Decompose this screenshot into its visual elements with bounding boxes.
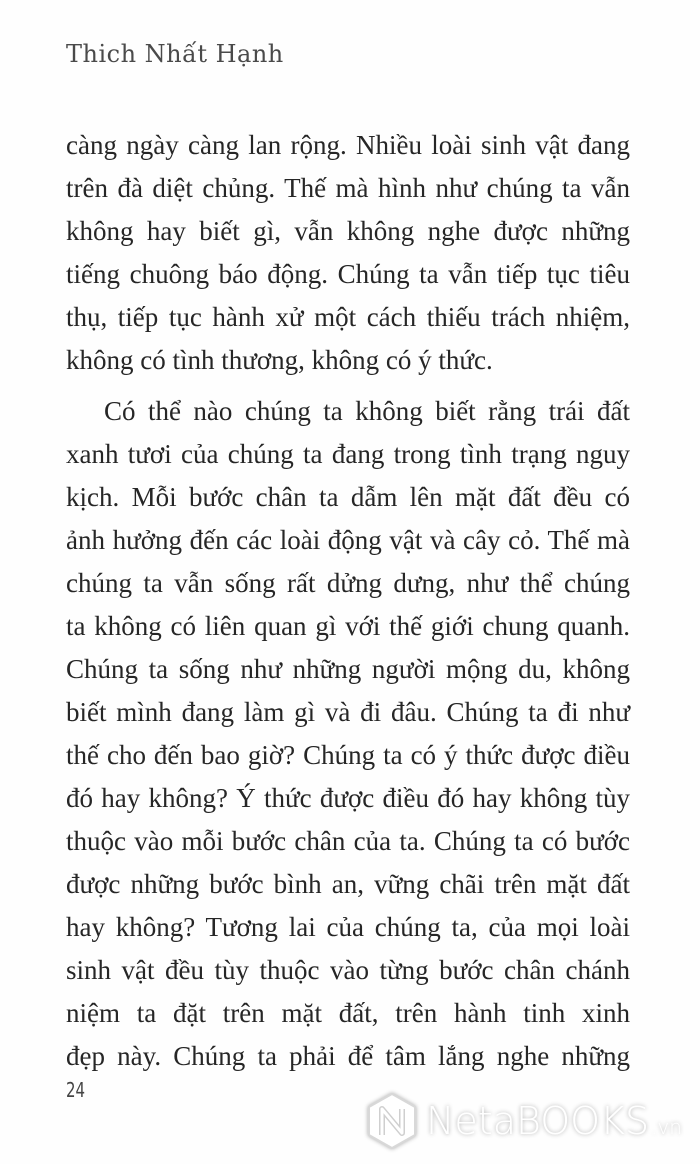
text-line: biết mình đang làm gì và đi đâu. Chúng ta đi như: [66, 697, 630, 727]
body-text: [66, 124, 630, 1078]
text-line: được những bước bình an, vững chãi trên mặt đất: [66, 869, 630, 899]
text-line: Chúng ta sống như những người mộng du, không: [66, 654, 630, 684]
text-line: thế cho đến bao giờ? Chúng ta có ý thức được điều: [66, 740, 630, 770]
text-line: trên đà diệt chủng. Thế mà hình như chúng ta vẫn: [66, 173, 630, 203]
text-line: thụ, tiếp tục hành xử một cách thiếu trách nhiệm,: [66, 302, 630, 332]
text-line: sinh vật đều tùy thuộc vào từng bước chân chánh: [66, 955, 630, 985]
text-line: không hay biết gì, vẫn không nghe được những: [66, 216, 630, 246]
text-line: hay không? Tương lai của chúng ta, của mọi loài: [66, 912, 630, 942]
text-line: ảnh hưởng đến các loài động vật và cây cỏ. Thế mà: [66, 525, 630, 555]
text-line: Có thể nào chúng ta không biết rằng trái đất: [104, 396, 630, 426]
text-line: không có tình thương, không có ý thức.: [66, 345, 493, 375]
paragraph-gap: [66, 382, 630, 390]
text-line: đó hay không? Ý thức được điều đó hay không tùy: [66, 783, 630, 813]
text-line: chúng ta vẫn sống rất dửng dưng, như thể chúng: [66, 568, 630, 598]
text-line: tiếng chuông báo động. Chúng ta vẫn tiếp tục tiêu: [66, 259, 630, 289]
text-line: thuộc vào mỗi bước chân của ta. Chúng ta có bước: [66, 826, 630, 856]
paragraph-2: [66, 390, 630, 1078]
netabooks-watermark: [366, 1086, 682, 1156]
watermark-suffix: .vn: [651, 1115, 682, 1139]
text-line: kịch. Mỗi bước chân ta dẫm lên mặt đất đều có: [66, 482, 630, 512]
text-line: niệm ta đặt trên mặt đất, trên hành tinh xinh: [66, 998, 630, 1028]
text-line: ta không có liên quan gì với thế giới chung quanh.: [66, 611, 630, 641]
watermark-brand-text: NetaBOOKS .vn: [426, 1099, 682, 1143]
paragraph-1: [66, 124, 630, 382]
text-line: đẹp này. Chúng ta phải để tâm lắng nghe những: [66, 1041, 630, 1071]
page-number: 24: [66, 1078, 86, 1102]
text-line: xanh tươi của chúng ta đang trong tình trạng nguy: [66, 439, 630, 469]
netabooks-hexagon-logo-icon: [366, 1091, 418, 1151]
text-line: càng ngày càng lan rộng. Nhiều loài sinh vật đang: [66, 130, 630, 160]
running-head-author: Thich Nhất Hạnh: [66, 40, 284, 68]
